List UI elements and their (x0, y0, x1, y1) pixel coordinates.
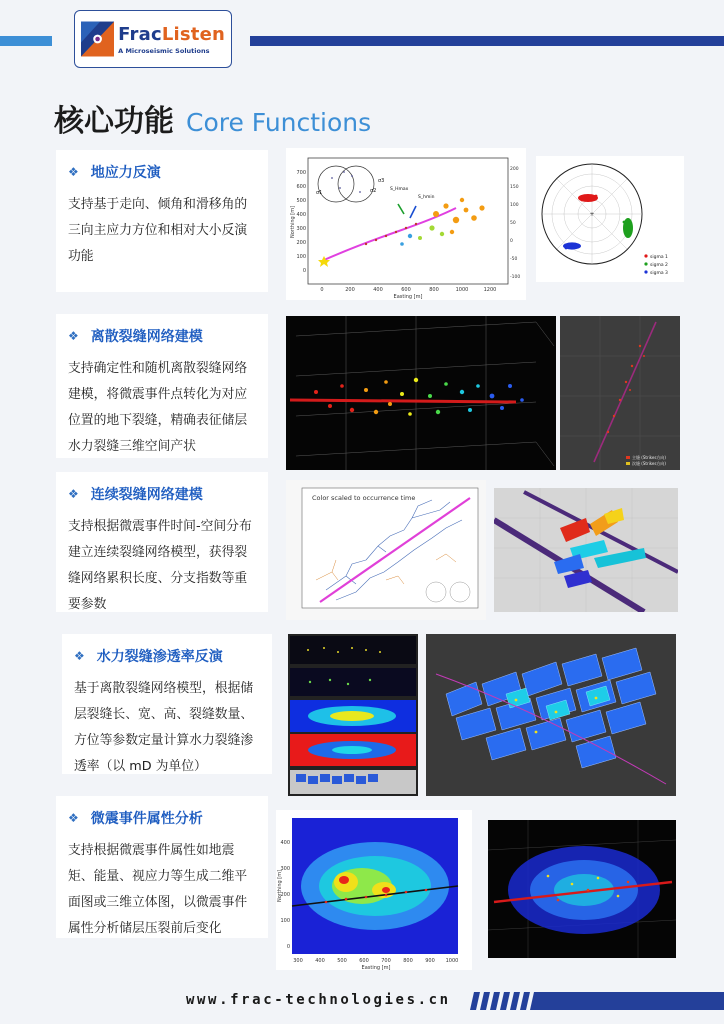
y2-tick: 0 (510, 239, 513, 244)
cfn-map-figure (286, 480, 486, 620)
attribute-heatmap-figure (276, 810, 472, 970)
diamond-bullet-icon: ❖ (68, 487, 79, 501)
logo-wordmark-part-b: Listen (161, 23, 225, 45)
y-tick: 0 (302, 268, 306, 274)
x-axis-label: Easting [m] (361, 965, 391, 970)
x-tick: 700 (381, 958, 391, 964)
section-title: 地应力反演 (90, 165, 161, 181)
y-tick: 400 (280, 840, 290, 846)
page-title-en: Core Functions (186, 108, 372, 137)
x-tick: 500 (337, 958, 347, 964)
y2-tick: 50 (510, 221, 516, 226)
section-card-event-attributes (56, 796, 268, 938)
y-tick: 300 (280, 866, 290, 872)
section-title: 连续裂缝网络建模 (90, 487, 203, 503)
y-tick: 400 (296, 212, 306, 218)
header-accent-bar-left (0, 36, 52, 46)
y2-tick: 150 (510, 185, 519, 190)
page-title-cn: 核心功能 (54, 104, 174, 139)
x-tick: 1000 (445, 958, 459, 964)
stereonet-figure (536, 156, 684, 282)
logo-wordmark-part-a: Frac (118, 23, 162, 45)
footer-website-url[interactable]: www.frac-technologies.cn (186, 992, 451, 1008)
x-tick: 300 (293, 958, 303, 964)
x-tick: 400 (373, 287, 383, 293)
y-tick: 300 (296, 226, 306, 232)
x-tick: 600 (359, 958, 369, 964)
y-tick: 100 (296, 254, 306, 260)
x-axis-label: Easting [m] (393, 294, 423, 300)
sigma-label: σ1 (316, 190, 323, 196)
legend-sigma3: sigma 3 (650, 271, 668, 276)
section-body: 支持根据微震事件属性如地震矩、能量、视应力等生成二维平面图或三维立体图，以微震事件属性分析储层压裂前后变化 (68, 843, 248, 936)
permeability-slices-figure (288, 634, 418, 796)
company-logo (74, 10, 232, 68)
x-tick: 900 (425, 958, 435, 964)
y-axis-label: Northing [m] (277, 869, 283, 903)
page-title (54, 96, 371, 140)
dfn-side-view-figure (560, 316, 680, 470)
legend-sigma2: sigma 2 (650, 263, 668, 268)
permeability-3d-figure (426, 634, 676, 796)
x-tick: 1000 (455, 287, 469, 293)
logo-tagline: A Microseismic Solutions (118, 46, 210, 55)
section-card-cfn-modeling (56, 472, 268, 612)
legend-main-fracture: 主缝 (Strikes方向) (632, 455, 666, 460)
section-card-permeability-inversion (62, 634, 272, 774)
shmin-label: S_hmin (418, 195, 435, 200)
y2-tick: -50 (510, 257, 518, 262)
sigma-label: σ2 (370, 188, 377, 194)
svg-text:+: + (589, 211, 595, 218)
sigma-label: σ3 (378, 178, 385, 184)
attribute-3d-figure (488, 820, 676, 958)
y-tick: 100 (280, 918, 290, 924)
section-body: 支持确定性和随机离散裂缝网络建模，将微震事件点转化为对应位置的地下裂缝，精确表征储层水力裂缝三维空间产状 (68, 361, 248, 454)
x-tick: 200 (345, 287, 355, 293)
diamond-bullet-icon: ❖ (68, 329, 79, 343)
x-tick: 0 (320, 287, 324, 293)
y-tick: 600 (296, 184, 306, 190)
x-tick: 800 (429, 287, 439, 293)
section-body: 支持基于走向、倾角和滑移角的三向主应力方位和相对大小反演功能 (68, 197, 248, 264)
header-accent-bar-right (250, 36, 724, 46)
cfn-annotation: Color scaled to occurrence time (312, 494, 416, 502)
legend-secondary-fracture: 次缝 (Strikes方向) (632, 461, 666, 466)
x-tick: 400 (315, 958, 325, 964)
shmax-label: S_Hmax (390, 187, 409, 192)
fraclisten-logo-icon (81, 19, 114, 59)
section-title: 水力裂缝渗透率反演 (96, 649, 223, 665)
y2-tick: 100 (510, 203, 519, 208)
logo-wordmark (118, 24, 225, 45)
section-title: 离散裂缝网络建模 (90, 329, 203, 345)
x-tick: 600 (401, 287, 411, 293)
section-body: 支持根据微震事件时间-空间分布建立连续裂缝网络模型，获得裂缝网络累积长度、分支指数等重要参数 (68, 519, 252, 612)
y-axis-label: Northing [m] (290, 205, 296, 239)
y-tick: 200 (296, 240, 306, 246)
footer-stripe-decoration (470, 992, 724, 1010)
y2-tick: -100 (510, 275, 521, 280)
section-body: 基于离散裂缝网络模型，根据储层裂缝长、宽、高、裂缝数量、方位等参数定量计算水力裂缝渗透率（以 mD 为单位） (74, 681, 254, 774)
legend-sigma1: sigma 1 (650, 255, 668, 260)
x-tick: 800 (403, 958, 413, 964)
stress-inversion-plot (286, 148, 526, 300)
y-tick: 200 (280, 892, 290, 898)
x-tick: 1200 (483, 287, 497, 293)
section-card-dfn-modeling (56, 314, 268, 458)
diamond-bullet-icon: ❖ (68, 165, 79, 179)
cfn-3d-figure (494, 488, 678, 612)
y2-tick: 200 (510, 167, 519, 172)
y-tick: 0 (286, 944, 290, 950)
y-tick: 500 (296, 198, 306, 204)
section-card-stress-inversion (56, 150, 268, 292)
section-title: 微震事件属性分析 (90, 811, 203, 827)
y-tick: 700 (296, 170, 306, 176)
diamond-bullet-icon: ❖ (74, 649, 85, 663)
dfn-3d-figure (286, 316, 556, 470)
diamond-bullet-icon: ❖ (68, 811, 79, 825)
